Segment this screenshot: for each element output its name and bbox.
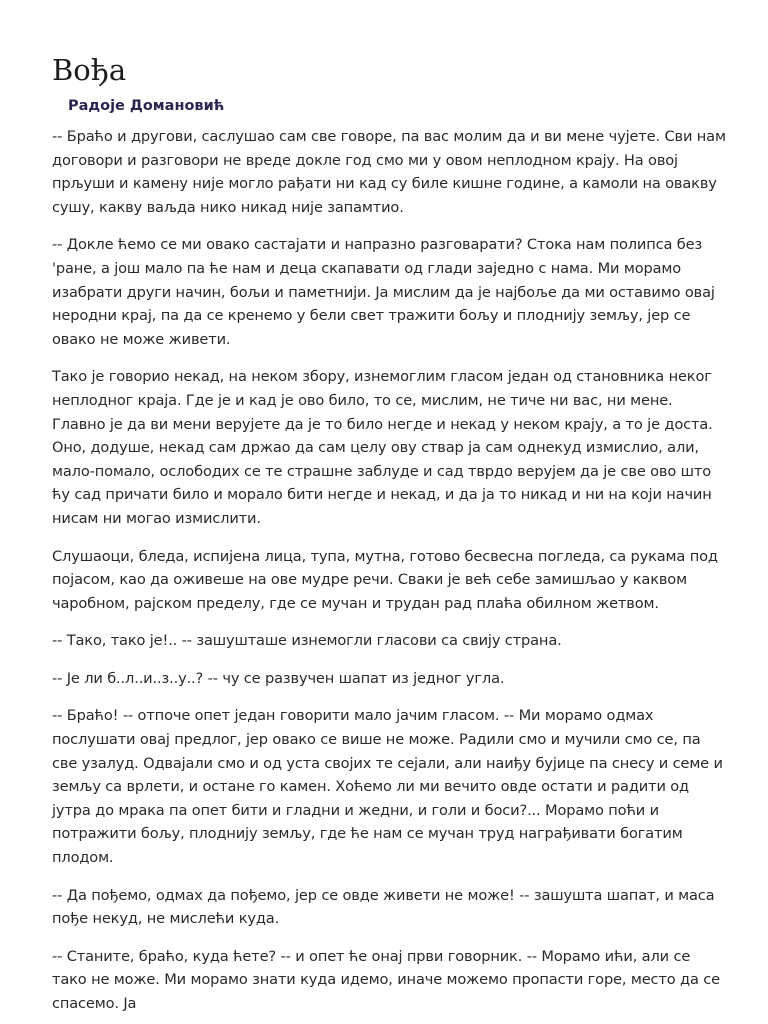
paragraph: -- Докле ћемо се ми овако састајати и напразно разговарати? Стока нам полипса без 'ране, а још мало па ће нам и деца скапавати од глади заједно с нама. Ми морамо изабрати други начин, бољи и паметнији. Ја мислим да је најбоље да ми оставимо овај неродни крај, па да се кренемо у бели свет тражити бољу и плоднију земљу, јер се овако не може живети. [52, 236, 715, 348]
paragraph: -- Браћо и другови, саслушао сам све говоре, па вас молим да и ви мене чујете. Сви нам договори и разговори не вреде докле год смо ми у овом неплодном крају. На овој прљуши и камену није могло рађати ни кад су биле кишне године, а камоли на овакву сушу, какву ваљда нико никад није запамтио. [52, 128, 726, 216]
paragraph: -- Тако, тако је!.. -- зашушташе изнемогли гласови са свију страна. [52, 632, 562, 650]
paragraph: -- Је ли б..л..и..з..у..? -- чу се развучен шапат из једног угла. [52, 669, 505, 687]
document-body [52, 125, 726, 1016]
paragraph: -- Станите, браћо, куда ћете? -- и опет ће онај први говорник. -- Морамо ићи, али се тако не може. Ми морамо знати куда идемо, иначе можемо пропасти горе, место да се спасемо. Ја [52, 947, 720, 1012]
author-link[interactable]: Радоје Домановић [68, 98, 225, 114]
paragraph: Тако је говорио некад, на неком збору, изнемоглим гласом један од становника неког неплодног краја. Где је и кад је ово било, то се, мислим, не тиче ни вас, ни мене. Главно је да ви мени верујете да је то било негде и некад у неком крају, а то је доста. Оно, додуше, некад сам држао да сам целу ову ствар ја сам однекуд измислио, али, мало-помало, ослободих се те страшне заблуде и сад тврдо верујем да је све ово што ћу сад причати било и морало бити негде и некад, и да ја то никад и ни на који начин нисам ни могао измислити. [52, 368, 713, 527]
page-title: Вођа [52, 53, 127, 87]
paragraph: -- Да пођемо, одмах да пођемо, јер се овде живети не може! -- зашушта шапат, и маса пође некуд, не мислећи куда. [52, 886, 715, 928]
paragraph: Слушаоци, бледа, испијена лица, тупа, мутна, готово бесвесна погледа, са рукама под појасом, као да оживеше на ове мудре речи. Сваки је већ себе замишљао у каквом чаробном, рајском пределу, где се мучан и трудан рад плаћа обилном жетвом. [52, 547, 718, 612]
paragraph: -- Браћо! -- отпоче опет један говорити мало јачим гласом. -- Ми морамо одмах послушати овај предлог, јер овако се више не може. Радили смо и мучили смо се, па све узалуд. Одвајали смо и од уста својих те сејали, али наиђу бујице па снесу и семе и земљу са врлети, и остане го камен. Хоћемо ли ми вечито овде остати и радити од јутра до мрака па опет бити и гладни и жедни, и голи и боси?... Морамо поћи и потражити бољу, плоднију земљу, где ће нам се мучан труд награђивати богатим плодом. [52, 707, 723, 867]
